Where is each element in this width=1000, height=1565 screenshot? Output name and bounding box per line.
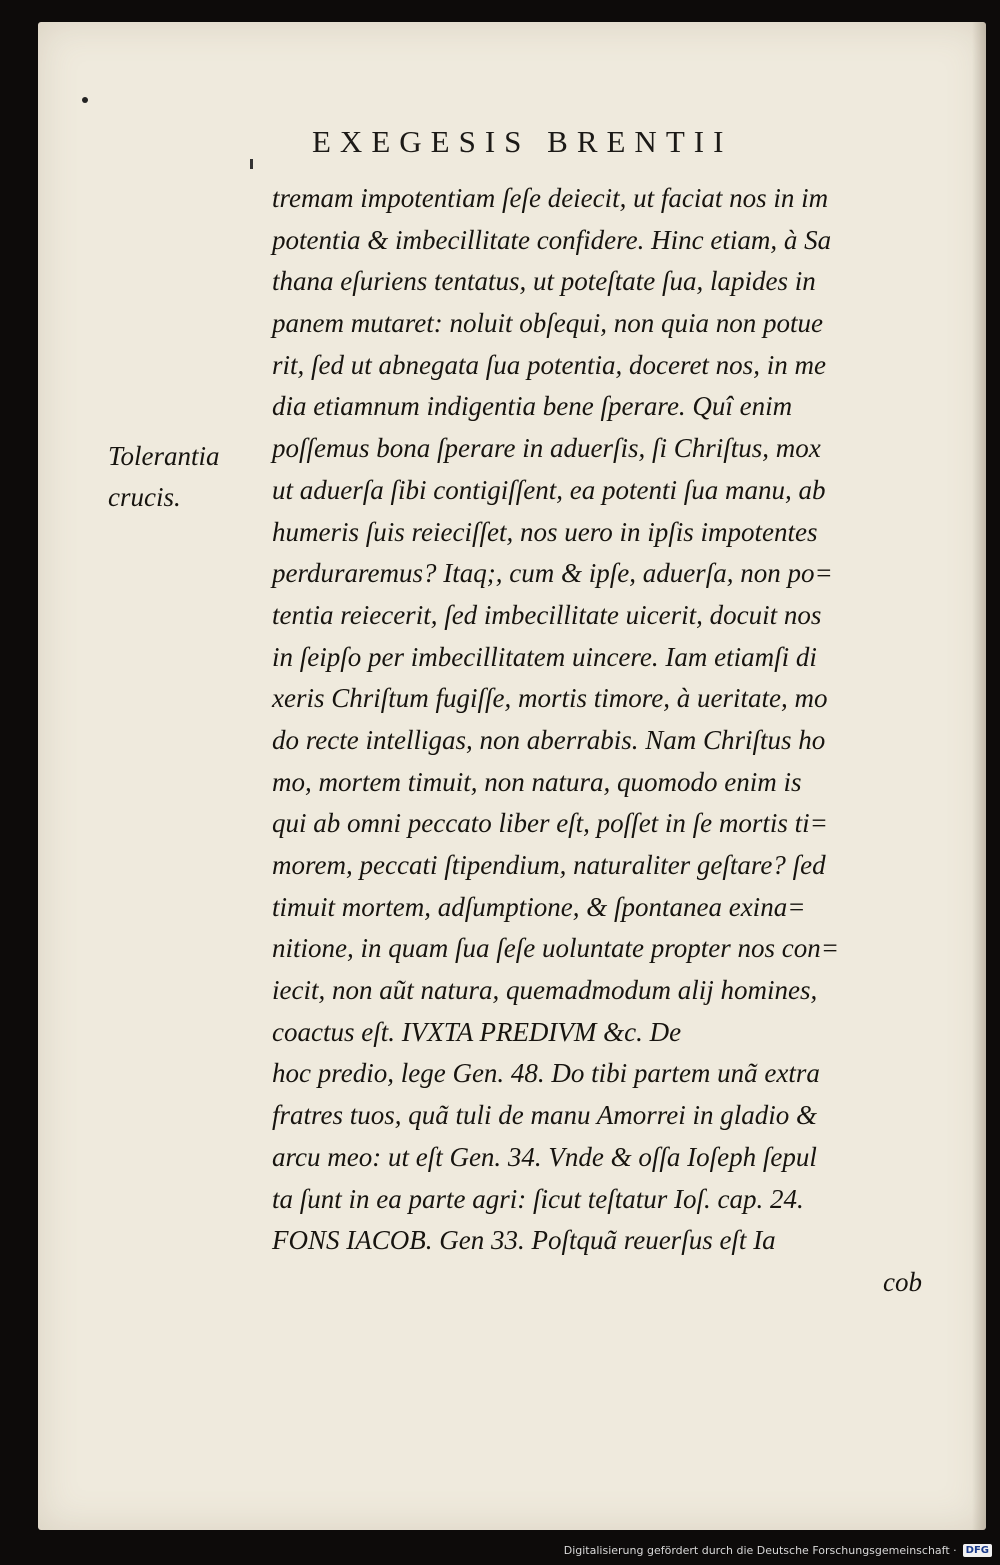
digitization-credit [564, 1539, 992, 1561]
text-line: do recte intelligas, non aberrabis. Nam Chriſtus ho [272, 724, 826, 755]
credit-text: Digitalisierung gefördert durch die Deutsche Forschungsgemeinschaft · [563, 1543, 957, 1557]
text-line: ut aduerſa ſibi contigiſſent, ea potenti ſua manu, ab [272, 474, 826, 505]
catchword: cob [883, 1266, 922, 1297]
running-head: EXEGESIS BRENTII [312, 124, 733, 159]
text-line: hoc predio, lege Gen. 48. Do tibi partem unã extra [272, 1058, 820, 1089]
text-line: arcu meo: ut eſt Gen. 34. Vnde & oſſa Ioſeph ſepul [272, 1141, 817, 1172]
text-line: fratres tuos, quã tuli de manu Amorrei in gladio & [272, 1100, 818, 1131]
text-line: timuit mortem, adſumptione, & ſpontanea exina= [272, 891, 806, 922]
text-line: dia etiamnum indigentia bene ſperare. Quî enim [272, 391, 793, 422]
body-text [272, 178, 922, 1304]
text-line: ta ſunt in ea parte agri: ſicut teſtatur Ioſ. cap. 24. [272, 1183, 804, 1214]
text-line: panem mutaret: noluit obſequi, non quia non potue [272, 308, 823, 339]
text-line: coactus eſt. IVXTA PREDIVM &c. De [272, 1016, 682, 1047]
text-line: in ſeipſo per imbecillitatem uincere. Iam etiamſi di [272, 641, 817, 672]
marginal-note-line: Tolerantia [108, 441, 220, 471]
text-line: thana eſuriens tentatus, ut poteſtate ſua, lapides in [272, 266, 816, 297]
text-line: xeris Chriſtum fugiſſe, mortis timore, à ueritate, mo [272, 683, 828, 714]
text-line: poſſemus bona ſperare in aduerſis, ſi Chriſtus, mox [272, 433, 821, 464]
text-line: tentia reiecerit, ſed imbecillitate uicerit, docuit nos [272, 599, 822, 630]
text-line: potentia & imbecillitate confidere. Hinc etiam, à Sa [272, 224, 832, 255]
text-line: nitione, in quam ſua ſeſe uoluntate propter nos con= [272, 933, 839, 964]
dfg-logo-icon: DFG [963, 1544, 992, 1557]
text-line: qui ab omni peccato liber eſt, poſſet in ſe mortis ti= [272, 808, 828, 839]
page-edge-shadow [972, 22, 986, 1530]
text-line: rit, ſed ut abnegata ſua potentia, doceret nos, in me [272, 349, 826, 380]
marginal-note [108, 436, 220, 518]
text-line: morem, peccati ſtipendium, naturaliter geſtare? ſed [272, 850, 826, 880]
text-line: perduraremus? Itaq;, cum & ipſe, aduerſa, non po= [272, 558, 833, 589]
text-line: mo, mortem timuit, non natura, quomodo enim is [272, 766, 802, 797]
ink-mark [250, 159, 253, 169]
marginal-note-line: crucis. [108, 482, 181, 512]
text-line: FONS IACOB. Gen 33. Poſtquã reuerſus eſt Ia [272, 1225, 776, 1256]
text-line: iecit, non aũt natura, quemadmodum alij homines, [272, 975, 818, 1006]
text-line: tremam impotentiam ſeſe deiecit, ut faciat nos in im [272, 183, 829, 213]
text-line: humeris ſuis reieciſſet, nos uero in ipſis impotentes [272, 516, 818, 547]
ink-speck [82, 97, 88, 103]
